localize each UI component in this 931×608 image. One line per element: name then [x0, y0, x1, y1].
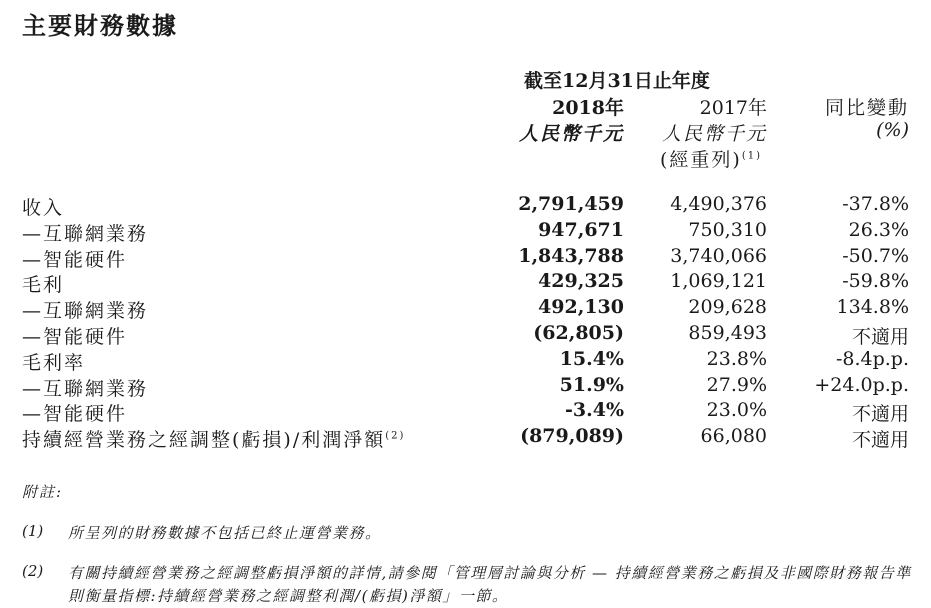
page-title: 主要財務數據	[22, 12, 178, 40]
value-change: 134.8%	[836, 296, 909, 319]
value-2018: 947,671	[538, 218, 624, 241]
row-label-text: 持續經營業務之經調整(虧損)/利潤淨額	[22, 429, 386, 452]
col-2017-note	[660, 145, 762, 172]
table-row	[0, 374, 931, 400]
value-2018: 2,791,459	[518, 193, 624, 215]
row-label: 毛利率	[22, 351, 86, 374]
value-2018: (62,805)	[533, 321, 624, 344]
table-row	[0, 425, 931, 451]
value-2018: 15.4%	[559, 347, 624, 370]
col-2017-note-ref: (1)	[741, 150, 762, 162]
table-row	[0, 399, 931, 425]
table-row	[0, 193, 931, 219]
table-row	[0, 348, 931, 374]
value-2018: 1,843,788	[518, 244, 624, 267]
table-row	[0, 219, 931, 245]
footnote-number: (1)	[22, 522, 44, 540]
value-change: -37.8%	[842, 193, 909, 215]
value-2017: 27.9%	[706, 373, 767, 396]
row-label: 毛利	[22, 274, 65, 297]
value-2017: 66,080	[700, 425, 767, 448]
col-change-title: 同比變動	[824, 97, 909, 119]
table-row	[0, 270, 931, 296]
financial-table	[0, 193, 931, 451]
value-2018: 492,130	[538, 296, 624, 319]
value-change: 不適用	[851, 429, 909, 452]
value-2017: 859,493	[688, 321, 767, 344]
value-2018: (879,089)	[520, 425, 624, 448]
value-change: +24.0p.p.	[814, 373, 909, 396]
col-change-unit: (%)	[876, 119, 909, 141]
row-label	[22, 425, 405, 452]
row-label-note-ref: (2)	[385, 430, 406, 442]
value-2017: 3,740,066	[670, 244, 767, 267]
footnote-number: (2)	[22, 562, 44, 580]
value-change: -50.7%	[842, 244, 909, 267]
row-label: —智能硬件	[22, 325, 128, 348]
value-change: 不適用	[851, 325, 909, 348]
row-label: —互聯網業務	[22, 300, 149, 323]
col-2017-unit: 人民幣千元	[661, 123, 767, 145]
footnote-text: 所呈列的財務數據不包括已終止運營業務。	[68, 524, 382, 542]
value-2018: 429,325	[538, 270, 624, 293]
col-2017-year: 2017年	[699, 97, 767, 119]
value-2017: 750,310	[688, 218, 767, 241]
col-2017-note-text: (經重列)	[660, 149, 742, 171]
value-2018: 51.9%	[559, 373, 624, 396]
col-2018-year: 2018年	[552, 97, 624, 119]
table-row	[0, 322, 931, 348]
value-2017: 1,069,121	[670, 270, 767, 293]
notes-label: 附註:	[22, 483, 64, 501]
col-2018-unit: 人民幣千元	[518, 123, 624, 145]
value-2018: -3.4%	[565, 399, 624, 422]
row-label: —智能硬件	[22, 403, 128, 426]
row-label: 收入	[22, 197, 65, 219]
value-2017: 209,628	[688, 296, 767, 319]
value-change: 26.3%	[848, 218, 909, 241]
value-change: -59.8%	[842, 270, 909, 293]
table-row	[0, 245, 931, 271]
table-row	[0, 296, 931, 322]
row-label: —智能硬件	[22, 248, 128, 271]
value-change: 不適用	[851, 403, 909, 426]
value-change: -8.4p.p.	[835, 347, 909, 370]
value-2017: 23.0%	[706, 399, 767, 422]
period-header: 截至12月31日止年度	[524, 70, 710, 92]
value-2017: 4,490,376	[670, 193, 767, 215]
row-label: —互聯網業務	[22, 377, 149, 400]
row-label: —互聯網業務	[22, 222, 149, 245]
value-2017: 23.8%	[706, 347, 767, 370]
footnote-text: 有關持續經營業務之經調整虧損淨額的詳情,請參閱「管理層討論與分析 — 持續經營業務之虧損及非國際財務報告準則衡量指標:持續經營業務之經調整利潤/(虧損)淨額」一節。	[68, 564, 912, 605]
